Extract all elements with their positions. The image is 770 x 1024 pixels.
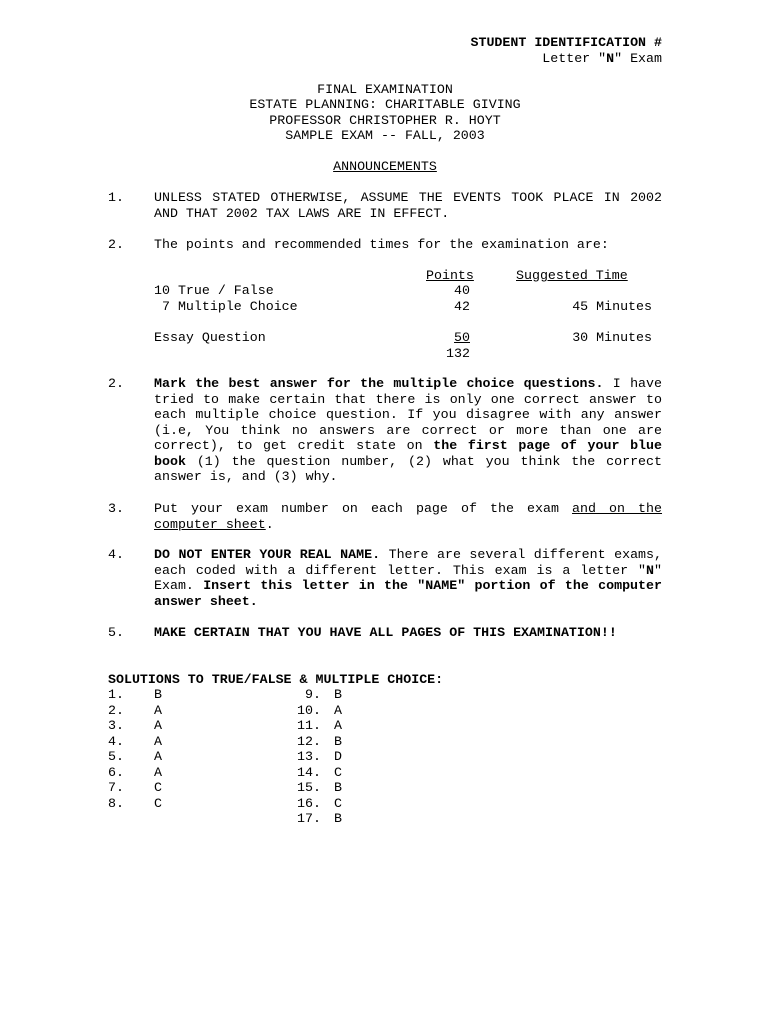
announcements-heading: ANNOUNCEMENTS [333, 159, 437, 174]
answer-letter: A [154, 702, 162, 718]
answer-number: 7. [108, 780, 124, 795]
announcement-4: Put your exam number on each page of the exam and on the computer sheet. [154, 501, 663, 532]
answer-number: 3. [108, 718, 124, 733]
answer-letter: A [334, 718, 342, 733]
exam-letter: N [606, 51, 615, 66]
student-id-label: STUDENT IDENTIFICATION # [470, 35, 662, 50]
answer-number: 16. [297, 795, 321, 811]
table-row-label: 7 Multiple Choice [154, 299, 298, 314]
answer-letter: B [154, 687, 162, 702]
answer-letter: D [334, 749, 342, 764]
answer-number: 13. [297, 749, 321, 764]
answer-number: 4. [108, 733, 124, 749]
answer-letter: A [154, 749, 162, 764]
time-column-header: Suggested Time [516, 268, 628, 283]
points-column-header: Points [426, 268, 474, 283]
answer-number: 15. [297, 780, 321, 795]
item-number: 3. [108, 501, 124, 516]
solutions-heading: SOLUTIONS TO TRUE/FALSE & MULTIPLE CHOICE: [108, 672, 444, 687]
table-row-points: 42 [454, 299, 470, 314]
answer-letter: A [334, 702, 342, 718]
item-number: 4. [108, 547, 124, 562]
exam-title: FINAL EXAMINATION [317, 82, 453, 97]
announcement-3: Mark the best answer for the multiple choice questions. I have tried to make certain that there is only one correct answer to each multiple choice question. If you disagree with any answer (i.e, You think no answers are correct or more than one are correct), to get credit state on the first page of your blue book (1) the question number, (2) what you think the correct answer is, and (3) why. [154, 376, 662, 484]
answer-letter: C [154, 795, 162, 811]
answer-number: 11. [297, 718, 321, 733]
answer-letter: A [154, 718, 162, 733]
item-number: 2. [108, 237, 124, 252]
table-row-time: 30 Minutes [572, 330, 652, 345]
answer-letter: B [334, 687, 342, 702]
item-number: 5. [108, 625, 124, 640]
announcement-2: The points and recommended times for the examination are: [154, 237, 609, 252]
exam-letter-line: Letter "N" Exam [542, 51, 662, 66]
course-title: ESTATE PLANNING: CHARITABLE GIVING [249, 97, 521, 112]
answer-number: 6. [108, 764, 124, 780]
item-number: 2. [108, 376, 124, 391]
table-row-points: 40 [454, 283, 470, 298]
answer-letter: B [334, 733, 342, 749]
table-row-label: Essay Question [154, 330, 266, 345]
answer-number: 10. [297, 702, 321, 718]
answer-number: 8. [108, 795, 124, 811]
answer-number: 9. [305, 687, 321, 702]
answer-letter: C [154, 780, 162, 795]
answer-number: 5. [108, 749, 124, 764]
answer-number: 17. [297, 811, 321, 826]
announcement-1: UNLESS STATED OTHERWISE, ASSUME THE EVENTS TOOK PLACE IN 2002 AND THAT 2002 TAX LAWS ARE IN EFFECT. [154, 190, 662, 221]
announcement-5: DO NOT ENTER YOUR REAL NAME. There are several different exams, each coded with a different letter. This exam is a letter "N" Exam. Insert this letter in the "NAME" portion of the computer answer sheet. [154, 547, 662, 609]
answer-number: 14. [297, 764, 321, 780]
answer-letter: C [334, 795, 342, 811]
points-total: 132 [446, 346, 470, 361]
table-row-time: 45 Minutes [572, 299, 652, 314]
table-row-label: 10 True / False [154, 283, 274, 298]
answer-letter: B [334, 811, 342, 826]
table-row-points: 50 [454, 330, 470, 345]
answer-letter: A [154, 733, 162, 749]
answer-letter: B [334, 780, 342, 795]
answer-number: 2. [108, 702, 124, 718]
answer-number: 1. [108, 687, 124, 702]
answer-letter: A [154, 764, 162, 780]
answer-letter: C [334, 764, 342, 780]
item-number: 1. [108, 190, 124, 205]
announcement-6: MAKE CERTAIN THAT YOU HAVE ALL PAGES OF THIS EXAMINATION!! [154, 625, 617, 640]
answer-number: 12. [297, 733, 321, 749]
exam-term: SAMPLE EXAM -- FALL, 2003 [285, 128, 485, 143]
professor-name: PROFESSOR CHRISTOPHER R. HOYT [269, 113, 501, 128]
